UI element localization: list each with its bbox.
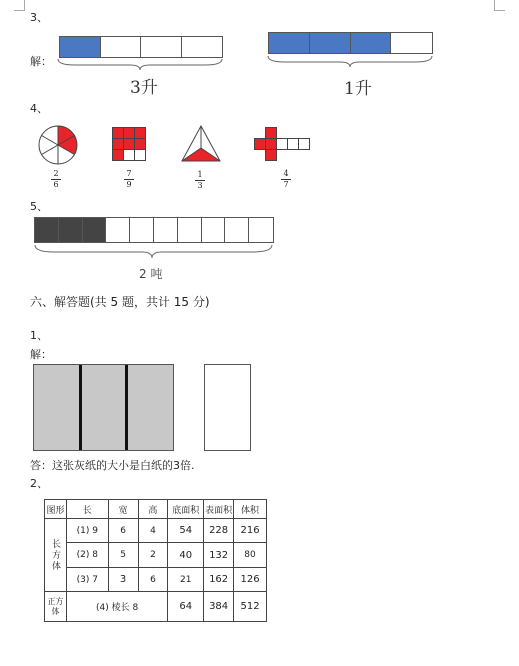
group-label-cube: 正方体 <box>45 592 67 622</box>
q4-number: 4、 <box>30 102 48 115</box>
q5-bar-cell <box>225 218 249 242</box>
grey-paper-divider <box>79 365 82 450</box>
table-header: 图形 <box>45 500 67 519</box>
q5-bar-cell-filled <box>35 218 59 242</box>
q4-triangle-shape <box>180 124 222 164</box>
q5-bar-cell <box>249 218 273 242</box>
q4-fraction-1-num: 2 <box>53 169 59 178</box>
q3-bar-left-cell <box>182 37 223 57</box>
table-cell: 512 <box>234 592 267 622</box>
s6-q2-number: 2、 <box>30 477 48 490</box>
s6-q1-answer: 答：这张灰纸的大小是白纸的3倍. <box>30 459 195 472</box>
q3-bar-left-cell-filled <box>60 37 101 57</box>
q4-fraction-4-num: 4 <box>283 169 289 178</box>
table-cell: 2 <box>138 543 168 568</box>
table-cell: 21 <box>168 568 204 592</box>
q3-number: 3、 <box>30 11 48 24</box>
table-cell: 216 <box>234 519 267 543</box>
q3-bar-left-cell <box>101 37 142 57</box>
table-row <box>45 519 267 543</box>
q5-bar-cell-filled <box>83 218 107 242</box>
q4-fraction-1-den: 6 <box>53 180 59 189</box>
q3-bar-right <box>268 32 433 54</box>
table-cell: 4 <box>138 519 168 543</box>
q3-bar-right-cell-filled <box>351 33 392 53</box>
table-header: 表面积 <box>204 500 234 519</box>
q4-fraction-2-den: 9 <box>126 180 132 189</box>
s6-q1-solution-label: 解： <box>30 348 52 361</box>
q5-label: 2 吨 <box>139 267 163 281</box>
q4-fraction-2 <box>122 170 136 189</box>
q3-bar-left-cell <box>141 37 182 57</box>
q3-bar-left-label: 3升 <box>130 78 158 98</box>
q4-fraction-2-num: 7 <box>126 169 132 178</box>
q4-fraction-1 <box>49 170 63 189</box>
table-cell: 40 <box>168 543 204 568</box>
table-cell: 64 <box>168 592 204 622</box>
q5-number: 5、 <box>30 200 48 213</box>
q3-solution-label: 解： <box>30 55 52 68</box>
page-corner-top-right <box>494 0 505 11</box>
table-cell: 132 <box>204 543 234 568</box>
table-cell: (3) 7 <box>66 568 108 592</box>
table-row <box>45 568 267 592</box>
table-header: 高 <box>138 500 168 519</box>
table-cell: 126 <box>234 568 267 592</box>
group-label-cuboid: 长方体 <box>45 519 67 592</box>
table-header: 体积 <box>234 500 267 519</box>
q5-bar-cell <box>130 218 154 242</box>
grey-paper <box>33 364 174 451</box>
q5-bar-cell <box>202 218 226 242</box>
table-header: 底面积 <box>168 500 204 519</box>
q3-brace-left <box>55 57 225 71</box>
s6-q1-number: 1、 <box>30 329 48 342</box>
q5-bar-cell-filled <box>59 218 83 242</box>
table-cell: 162 <box>204 568 234 592</box>
table-cell: 3 <box>108 568 138 592</box>
table-cell: 228 <box>204 519 234 543</box>
q4-fraction-4-den: 7 <box>283 180 289 189</box>
table-cell: 80 <box>234 543 267 568</box>
table-header: 宽 <box>108 500 138 519</box>
q3-bar-right-cell <box>391 33 432 53</box>
q4-grid-shape <box>112 127 147 162</box>
table-row-cube <box>45 592 267 622</box>
table-cell: (2) 8 <box>66 543 108 568</box>
section6-title: 六、解答题(共 5 题，共计 15 分) <box>30 295 210 309</box>
q5-brace <box>32 243 276 259</box>
q3-bar-right-label: 1升 <box>344 79 372 99</box>
table-cell: 384 <box>204 592 234 622</box>
q5-bar-cell <box>154 218 178 242</box>
q3-bar-left <box>59 36 223 58</box>
q4-pie-shape <box>37 124 79 166</box>
table-cell: 6 <box>138 568 168 592</box>
q3-bar-right-cell-filled <box>310 33 351 53</box>
q4-fraction-3 <box>193 171 207 190</box>
q4-fraction-3-num: 1 <box>197 170 203 179</box>
grey-paper-divider <box>125 365 128 450</box>
q4-fraction-3-den: 3 <box>197 181 203 190</box>
page-corner-top-left <box>14 0 25 11</box>
q5-bar-cell <box>106 218 130 242</box>
q3-brace-right <box>265 54 435 68</box>
q5-bar-cell <box>178 218 202 242</box>
q3-bar-right-cell-filled <box>269 33 310 53</box>
table-row <box>45 543 267 568</box>
white-paper <box>204 364 251 451</box>
q4-fraction-4 <box>279 170 293 189</box>
table-cell: 54 <box>168 519 204 543</box>
table-cell: (1) 9 <box>66 519 108 543</box>
table-header: 长 <box>66 500 108 519</box>
table-cell: 6 <box>108 519 138 543</box>
table-cell: (4) 棱长 8 <box>66 592 167 622</box>
table-header-row <box>45 500 267 519</box>
q4-cross-shape <box>253 126 313 162</box>
data-table <box>44 499 267 622</box>
table-cell: 5 <box>108 543 138 568</box>
q5-bar <box>34 217 274 243</box>
